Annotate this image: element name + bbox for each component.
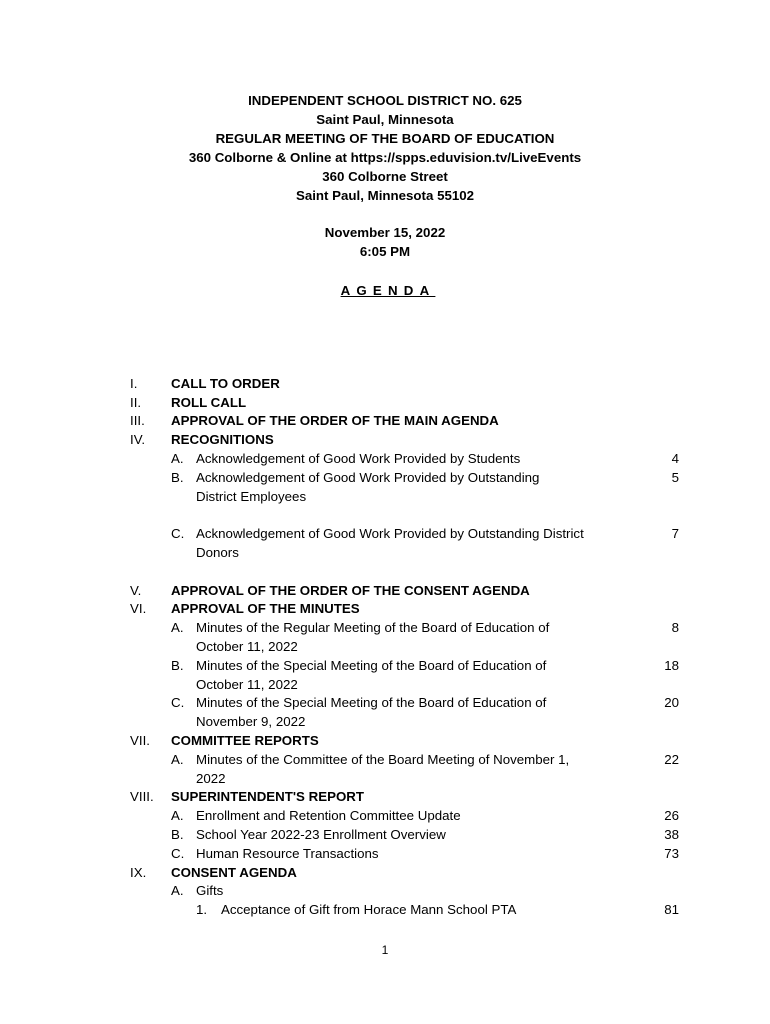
agenda-heading (0, 281, 770, 300)
section-row (0, 581, 770, 600)
item-text: Enrollment and Retention Committee Update (196, 808, 461, 823)
street-address: 360 Colborne Street (322, 168, 448, 184)
item-letter: A. (171, 451, 184, 466)
section-row (0, 374, 770, 393)
section-row (0, 411, 770, 430)
item-text: Minutes of the Regular Meeting of the Board of Education of (196, 620, 550, 635)
section-row (0, 863, 770, 882)
item-page: 73 (664, 846, 679, 861)
item-page: 22 (664, 752, 679, 767)
agenda-item-continuation (0, 712, 770, 731)
item-page: 20 (664, 695, 679, 710)
agenda-item-continuation (0, 675, 770, 694)
section-row (0, 393, 770, 412)
agenda-item (0, 844, 770, 863)
city-state-zip: Saint Paul, Minnesota 55102 (295, 187, 475, 203)
agenda-item (0, 693, 770, 712)
item-text-continued: October 11, 2022 (196, 639, 298, 654)
section-title: APPROVAL OF THE ORDER OF THE MAIN AGENDA (171, 413, 499, 428)
section-title: CALL TO ORDER (171, 376, 280, 391)
document-header (0, 92, 770, 205)
section-title: CONSENT AGENDA (171, 865, 297, 880)
item-text-continued: District Employees (196, 489, 307, 504)
agenda-subitem (0, 900, 770, 919)
section-row (0, 731, 770, 750)
agenda-item (0, 656, 770, 675)
agenda-item-continuation (0, 769, 770, 788)
item-page: 26 (664, 808, 679, 823)
subitem-page: 81 (664, 902, 679, 917)
item-page: 7 (671, 526, 679, 541)
item-page: 18 (664, 658, 679, 673)
subitem-number: 1. (196, 902, 208, 917)
section-row (0, 599, 770, 618)
item-letter: C. (171, 526, 185, 541)
agenda-title: AGENDA (340, 283, 436, 298)
item-letter: A. (171, 808, 184, 823)
item-page: 5 (671, 470, 679, 485)
agenda-item (0, 825, 770, 844)
section-number: I. (130, 376, 138, 391)
section-number: VII. (130, 733, 150, 748)
section-number: V. (130, 583, 142, 598)
item-letter: A. (171, 752, 184, 767)
item-text: Minutes of the Special Meeting of the Board of Education of (196, 658, 547, 673)
section-number: II. (130, 395, 142, 410)
item-text-continued: November 9, 2022 (196, 714, 306, 729)
section-row (0, 430, 770, 449)
agenda-item (0, 750, 770, 769)
item-text: Acknowledgement of Good Work Provided by Outstanding District (196, 526, 584, 541)
agenda-item-continuation (0, 543, 770, 562)
item-letter: B. (171, 470, 184, 485)
item-text: School Year 2022-23 Enrollment Overview (196, 827, 446, 842)
section-title: COMMITTEE REPORTS (171, 733, 319, 748)
section-number: IV. (130, 432, 146, 447)
meeting-date: November 15, 2022 (324, 225, 446, 240)
item-letter: A. (171, 620, 184, 635)
item-page: 4 (671, 451, 679, 466)
section-title: APPROVAL OF THE ORDER OF THE CONSENT AGENDA (171, 583, 530, 598)
agenda-item (0, 449, 770, 468)
item-text: Acknowledgement of Good Work Provided by Outstanding (196, 470, 540, 485)
item-letter: A. (171, 883, 184, 898)
item-text: Human Resource Transactions (196, 846, 379, 861)
subitem-text: Acceptance of Gift from Horace Mann School PTA (221, 902, 517, 917)
section-row (0, 787, 770, 806)
item-text: Minutes of the Special Meeting of the Board of Education of (196, 695, 547, 710)
meeting-type: REGULAR MEETING OF THE BOARD OF EDUCATION (215, 130, 555, 146)
section-title: RECOGNITIONS (171, 432, 274, 447)
item-letter: B. (171, 658, 184, 673)
section-title: ROLL CALL (171, 395, 247, 410)
page-number: 1 (381, 943, 389, 957)
meeting-time: 6:05 PM (359, 243, 411, 259)
agenda-item (0, 881, 770, 900)
location-online: 360 Colborne & Online at https://spps.eduvision.tv/LiveEvents (188, 149, 582, 165)
item-text: Minutes of the Committee of the Board Meeting of November 1, (196, 752, 570, 767)
district-name: INDEPENDENT SCHOOL DISTRICT NO. 625 (248, 93, 522, 108)
item-page: 38 (664, 827, 679, 842)
section-number: IX. (130, 865, 147, 880)
item-letter: C. (171, 846, 185, 861)
agenda-item-continuation (0, 487, 770, 506)
agenda-item (0, 618, 770, 637)
agenda-item (0, 806, 770, 825)
agenda-item-continuation (0, 637, 770, 656)
section-number: VI. (130, 601, 147, 616)
section-title: APPROVAL OF THE MINUTES (171, 601, 360, 616)
section-title: SUPERINTENDENT'S REPORT (171, 789, 365, 804)
agenda-item (0, 524, 770, 543)
meeting-datetime (0, 224, 770, 262)
item-text-continued: October 11, 2022 (196, 677, 298, 692)
item-page: 8 (671, 620, 679, 635)
section-number: VIII. (130, 789, 154, 804)
agenda-item (0, 468, 770, 487)
item-letter: C. (171, 695, 185, 710)
city: Saint Paul, Minnesota (316, 111, 454, 127)
item-text-continued: 2022 (196, 771, 226, 786)
section-number: III. (130, 413, 145, 428)
item-text-continued: Donors (196, 545, 239, 560)
item-letter: B. (171, 827, 184, 842)
item-text: Gifts (196, 883, 224, 898)
item-text: Acknowledgement of Good Work Provided by Students (196, 451, 521, 466)
